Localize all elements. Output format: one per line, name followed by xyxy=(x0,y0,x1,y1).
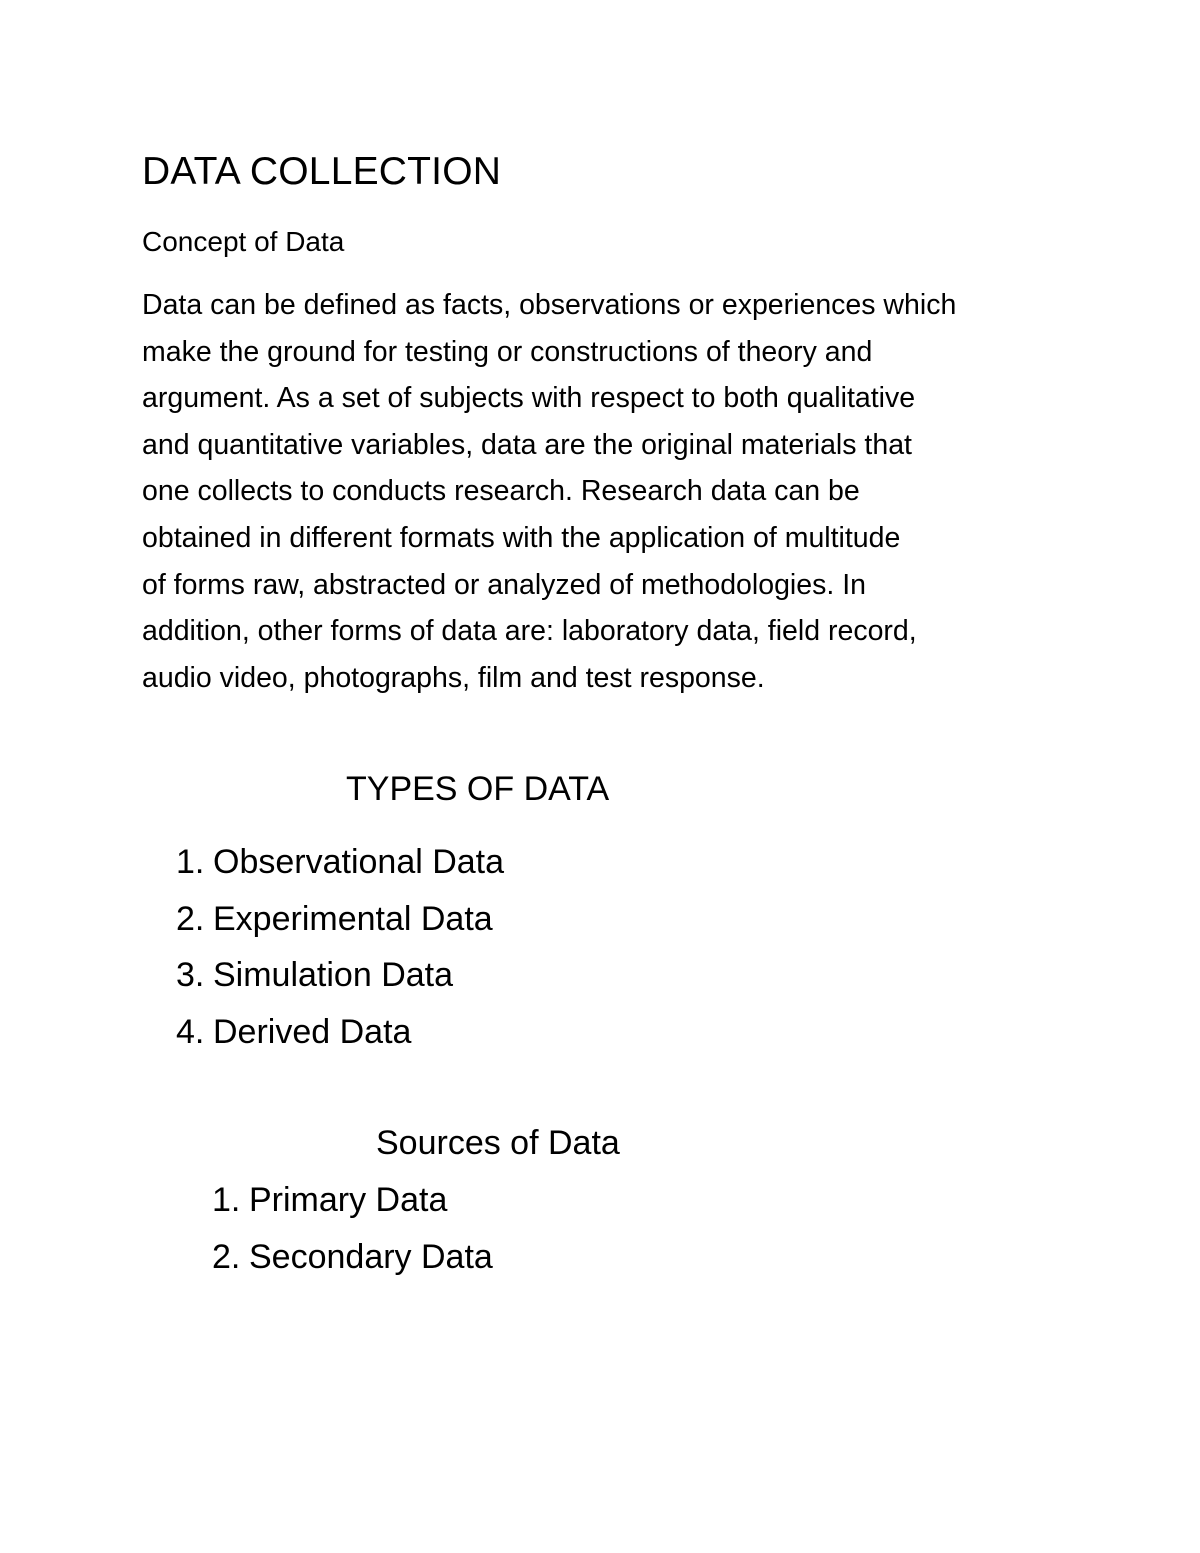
list-item-label: Simulation Data xyxy=(213,956,454,994)
types-list xyxy=(176,834,504,1060)
list-number: 2. xyxy=(176,899,205,938)
list-item xyxy=(176,947,504,1004)
paragraph-line: obtained in different formats with the application of multitude xyxy=(142,521,901,554)
paragraph-line: addition, other forms of data are: laboratory data, field record, xyxy=(142,615,917,648)
list-item-label: Primary Data xyxy=(249,1181,448,1219)
list-number: 4. xyxy=(176,1012,205,1051)
list-number: 1. xyxy=(176,843,205,881)
paragraph-line: of forms raw, abstracted or analyzed of methodologies. In xyxy=(142,568,866,601)
list-item-label: Observational Data xyxy=(213,843,505,881)
paragraph-line: and quantitative variables, data are the original materials that xyxy=(142,428,912,461)
list-item xyxy=(212,1172,493,1229)
sources-list xyxy=(212,1172,493,1285)
list-item-label: Secondary Data xyxy=(249,1237,493,1276)
list-item xyxy=(176,834,504,891)
sources-heading: Sources of Data xyxy=(376,1124,620,1162)
list-number: 1. xyxy=(212,1181,241,1219)
section-subtitle: Concept of Data xyxy=(142,226,345,257)
list-item xyxy=(212,1229,493,1286)
list-item-label: Experimental Data xyxy=(213,899,493,938)
list-number: 3. xyxy=(176,956,205,994)
list-item xyxy=(176,891,504,948)
paragraph-line: Data can be defined as facts, observations or experiences which xyxy=(142,289,957,321)
list-number: 2. xyxy=(212,1237,241,1276)
document-title: DATA COLLECTION xyxy=(142,150,502,193)
paragraph-line: audio video, photographs, film and test response. xyxy=(142,661,765,694)
paragraph-line: one collects to conducts research. Research data can be xyxy=(142,475,860,508)
types-heading: TYPES OF DATA xyxy=(346,770,610,808)
paragraph-line: make the ground for testing or constructions of theory and xyxy=(142,335,873,368)
list-item xyxy=(176,1004,504,1061)
paragraph-line: argument. As a set of subjects with respect to both qualitative xyxy=(142,382,916,415)
list-item-label: Derived Data xyxy=(213,1012,412,1051)
concept-paragraph xyxy=(142,282,1062,701)
